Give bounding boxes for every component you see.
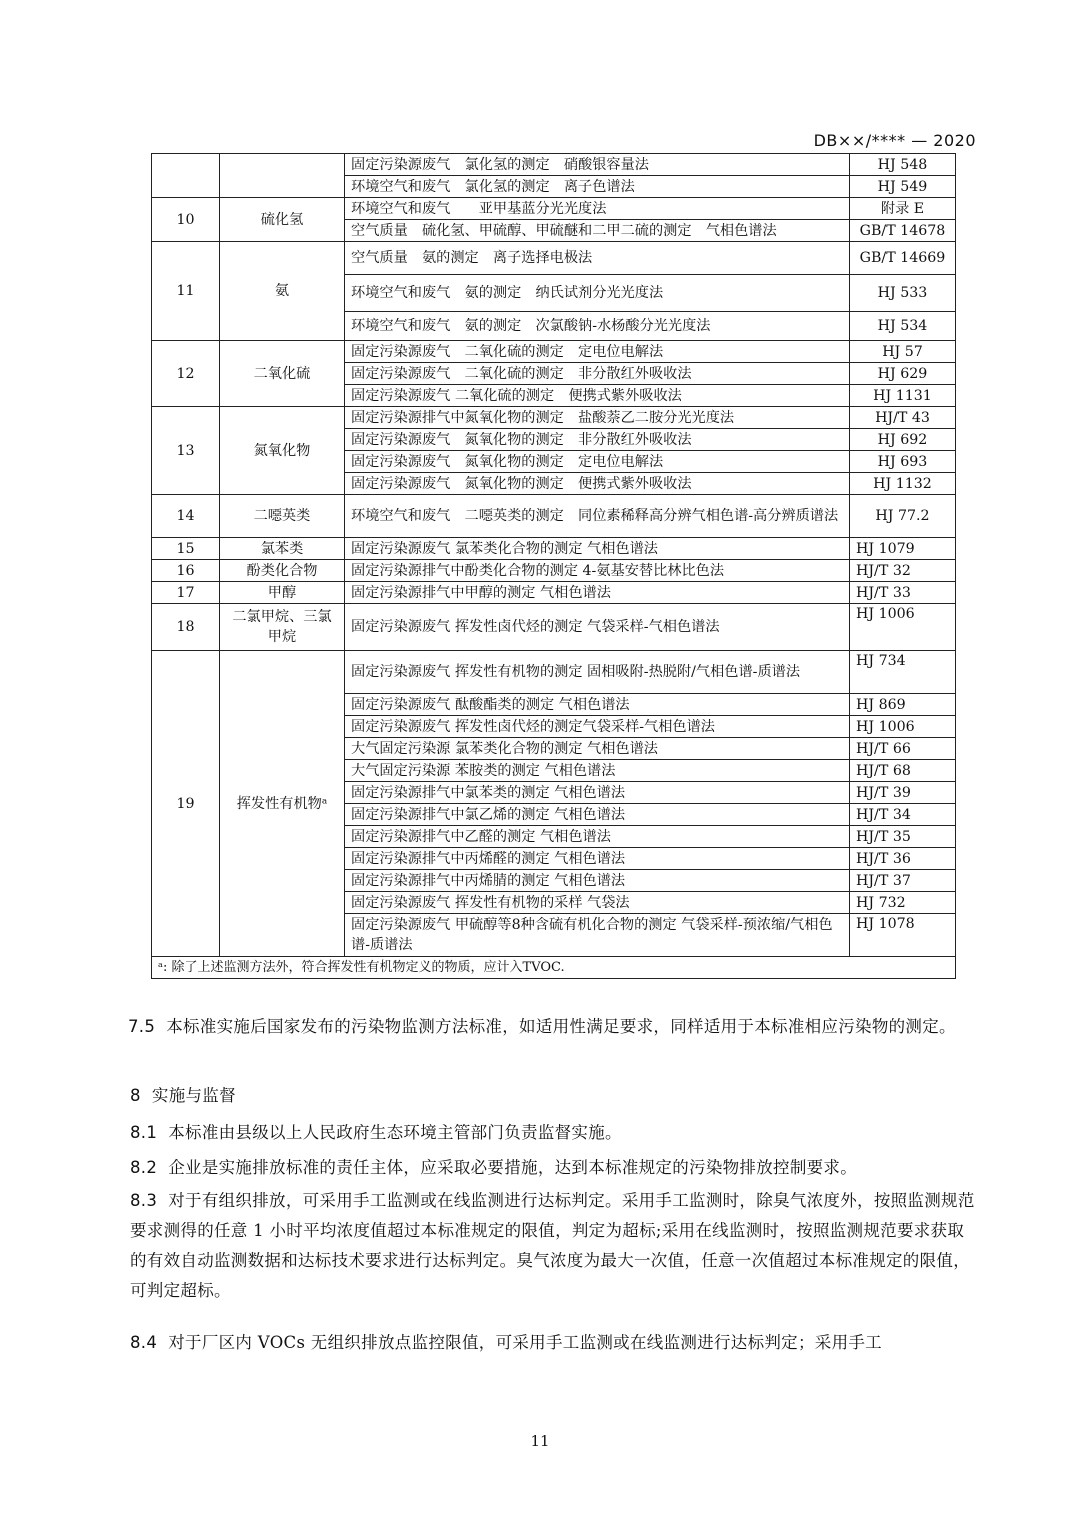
standard-code: HJ 533 xyxy=(850,275,956,312)
standard-code: HJ 534 xyxy=(850,312,956,341)
table-row xyxy=(152,407,956,429)
method-name: 固定污染源排气中酚类化合物的测定 4-氨基安替比林比色法 xyxy=(345,560,850,582)
method-name: 大气固定污染源 氯苯类化合物的测定 气相色谱法 xyxy=(345,738,850,760)
method-name: 固定污染源废气 氮氧化物的测定 便携式紫外吸收法 xyxy=(345,473,850,495)
page-number: 11 xyxy=(530,1432,550,1450)
clause-text: 对于有组织排放，可采用手工监测或在线监测进行达标判定。采用手工监测时，除臭气浓度外，按照监测规范要求测得的任意 1 小时平均浓度值超过本标准规定的限值，判定为超标;采用在线监测时，按照监测规范要求获取的有效自动监测数据和达标技术要求进行达标判定。臭气浓度为最大一次值，任意一次值超过本标准规定的限值，可判定超标。 xyxy=(130,1191,975,1300)
standard-code: HJ 692 xyxy=(850,429,956,451)
pollutant-name: 挥发性有机物ᵃ xyxy=(220,651,345,957)
table-row xyxy=(152,538,956,560)
standard-code: GB/T 14669 xyxy=(850,242,956,275)
item-number: 15 xyxy=(152,538,220,560)
method-name: 固定污染源废气 挥发性有机物的采样 气袋法 xyxy=(345,892,850,914)
pollutant-name: 甲醇 xyxy=(220,582,345,604)
item-number: 19 xyxy=(152,651,220,957)
standard-code: HJ/T 66 xyxy=(850,738,956,760)
method-name: 大气固定污染源 苯胺类的测定 气相色谱法 xyxy=(345,760,850,782)
standard-code: HJ 732 xyxy=(850,892,956,914)
standard-code: HJ 734 xyxy=(850,651,956,694)
clause-text: 企业是实施排放标准的责任主体，应采取必要措施，达到本标准规定的污染物排放控制要求。 xyxy=(168,1158,858,1177)
standard-code: HJ/T 39 xyxy=(850,782,956,804)
clause-text: 本标准由县级以上人民政府生态环境主管部门负责监督实施。 xyxy=(168,1123,622,1142)
pollutant-name: 氨 xyxy=(220,242,345,341)
clause-8-4 xyxy=(130,1328,980,1358)
monitoring-methods-table xyxy=(151,153,956,979)
method-name: 固定污染源废气 酞酸酯类的测定 气相色谱法 xyxy=(345,694,850,716)
standard-code: HJ 1079 xyxy=(850,538,956,560)
standard-code: HJ 869 xyxy=(850,694,956,716)
table-footnote: ᵃ: 除了上述监测方法外，符合挥发性有机物定义的物质，应计入TVOC. xyxy=(152,957,956,979)
standard-code: HJ/T 43 xyxy=(850,407,956,429)
method-name: 环境空气和废气 二噁英类的测定 同位素稀释高分辨气相色谱-高分辨质谱法 xyxy=(345,495,850,538)
standard-code: HJ 548 xyxy=(850,154,956,176)
clause-8-3 xyxy=(130,1186,980,1306)
standard-code: HJ 1006 xyxy=(850,604,956,651)
table-row xyxy=(152,604,956,651)
clause-7-5 xyxy=(130,1012,980,1042)
clause-number: 7.5 xyxy=(128,1017,156,1036)
method-name: 固定污染源废气 二氧化硫的测定 定电位电解法 xyxy=(345,341,850,363)
item-number: 13 xyxy=(152,407,220,495)
method-name: 固定污染源废气 挥发性有机物的测定 固相吸附-热脱附/气相色谱-质谱法 xyxy=(345,651,850,694)
pollutant-name: 二氯甲烷、三氯甲烷 xyxy=(220,604,345,651)
table-row xyxy=(152,242,956,275)
pollutant-name: 硫化氢 xyxy=(220,198,345,242)
standard-code: HJ 77.2 xyxy=(850,495,956,538)
method-name: 固定污染源排气中丙烯醛的测定 气相色谱法 xyxy=(345,848,850,870)
section-8-heading xyxy=(130,1081,980,1111)
clause-number: 8.3 xyxy=(130,1191,158,1210)
method-name: 固定污染源废气 二氧化硫的测定 便携式紫外吸收法 xyxy=(345,385,850,407)
section-number: 8 xyxy=(130,1086,141,1105)
table-row xyxy=(152,495,956,538)
clause-8-2 xyxy=(130,1153,980,1183)
standard-code: HJ/T 36 xyxy=(850,848,956,870)
table-footnote-row xyxy=(152,957,956,979)
clause-8-1 xyxy=(130,1118,980,1148)
method-name: 环境空气和废气 亚甲基蓝分光光度法 xyxy=(345,198,850,220)
method-name: 固定污染源排气中氯苯类的测定 气相色谱法 xyxy=(345,782,850,804)
method-name: 固定污染源废气 挥发性卤代烃的测定 气袋采样-气相色谱法 xyxy=(345,604,850,651)
standard-code: GB/T 14678 xyxy=(850,220,956,242)
standard-code: HJ/T 32 xyxy=(850,560,956,582)
method-name: 固定污染源废气 二氧化硫的测定 非分散红外吸收法 xyxy=(345,363,850,385)
table-row xyxy=(152,198,956,220)
method-name: 固定污染源废气 氮氧化物的测定 非分散红外吸收法 xyxy=(345,429,850,451)
standard-code: HJ/T 68 xyxy=(850,760,956,782)
pollutant-name: 二氧化硫 xyxy=(220,341,345,407)
pollutant-name xyxy=(220,154,345,198)
table-row xyxy=(152,341,956,363)
item-number: 14 xyxy=(152,495,220,538)
method-name: 环境空气和废气 氨的测定 次氯酸钠-水杨酸分光光度法 xyxy=(345,312,850,341)
method-name: 固定污染源废气 氯苯类化合物的测定 气相色谱法 xyxy=(345,538,850,560)
standard-code: HJ/T 37 xyxy=(850,870,956,892)
item-number: 17 xyxy=(152,582,220,604)
table-row xyxy=(152,560,956,582)
standard-code: HJ 1131 xyxy=(850,385,956,407)
standard-code: HJ 693 xyxy=(850,451,956,473)
table-row xyxy=(152,582,956,604)
clause-text: 本标准实施后国家发布的污染物监测方法标准，如适用性满足要求，同样适用于本标准相应污染物的测定。 xyxy=(166,1017,956,1036)
method-name: 固定污染源废气 氮氧化物的测定 定电位电解法 xyxy=(345,451,850,473)
method-name: 空气质量 氨的测定 离子选择电极法 xyxy=(345,242,850,275)
standard-code: HJ/T 35 xyxy=(850,826,956,848)
item-number xyxy=(152,154,220,198)
standard-code: 附录 E xyxy=(850,198,956,220)
method-name: 环境空气和废气 氯化氢的测定 离子色谱法 xyxy=(345,176,850,198)
standard-code: HJ 629 xyxy=(850,363,956,385)
method-name: 固定污染源排气中甲醇的测定 气相色谱法 xyxy=(345,582,850,604)
standard-code: HJ 1078 xyxy=(850,914,956,957)
method-name: 固定污染源排气中氯乙烯的测定 气相色谱法 xyxy=(345,804,850,826)
document-id: DB××/**** — 2020 xyxy=(813,131,976,150)
item-number: 10 xyxy=(152,198,220,242)
method-name: 固定污染源废气 甲硫醇等8种含硫有机化合物的测定 气袋采样-预浓缩/气相色谱-质谱法 xyxy=(345,914,850,957)
method-name: 固定污染源排气中丙烯腈的测定 气相色谱法 xyxy=(345,870,850,892)
standard-code: HJ/T 33 xyxy=(850,582,956,604)
method-name: 固定污染源废气 氯化氢的测定 硝酸银容量法 xyxy=(345,154,850,176)
item-number: 16 xyxy=(152,560,220,582)
item-number: 18 xyxy=(152,604,220,651)
pollutant-name: 酚类化合物 xyxy=(220,560,345,582)
standard-code: HJ 1132 xyxy=(850,473,956,495)
clause-text: 对于厂区内 VOCs 无组织排放点监控限值，可采用手工监测或在线监测进行达标判定；采用手工 xyxy=(168,1333,882,1352)
table-row xyxy=(152,154,956,176)
method-name: 固定污染源排气中氮氧化物的测定 盐酸萘乙二胺分光光度法 xyxy=(345,407,850,429)
clause-number: 8.1 xyxy=(130,1123,158,1142)
pollutant-name: 氯苯类 xyxy=(220,538,345,560)
standard-code: HJ 57 xyxy=(850,341,956,363)
pollutant-name: 氮氧化物 xyxy=(220,407,345,495)
item-number: 11 xyxy=(152,242,220,341)
method-name: 环境空气和废气 氨的测定 纳氏试剂分光光度法 xyxy=(345,275,850,312)
clause-number: 8.4 xyxy=(130,1333,158,1352)
method-name: 空气质量 硫化氢、甲硫醇、甲硫醚和二甲二硫的测定 气相色谱法 xyxy=(345,220,850,242)
clause-number: 8.2 xyxy=(130,1158,158,1177)
standard-code: HJ/T 34 xyxy=(850,804,956,826)
standard-code: HJ 549 xyxy=(850,176,956,198)
pollutant-name: 二噁英类 xyxy=(220,495,345,538)
section-title: 实施与监督 xyxy=(151,1086,236,1105)
method-name: 固定污染源排气中乙醛的测定 气相色谱法 xyxy=(345,826,850,848)
item-number: 12 xyxy=(152,341,220,407)
table-row xyxy=(152,651,956,694)
standard-code: HJ 1006 xyxy=(850,716,956,738)
method-name: 固定污染源废气 挥发性卤代烃的测定气袋采样-气相色谱法 xyxy=(345,716,850,738)
